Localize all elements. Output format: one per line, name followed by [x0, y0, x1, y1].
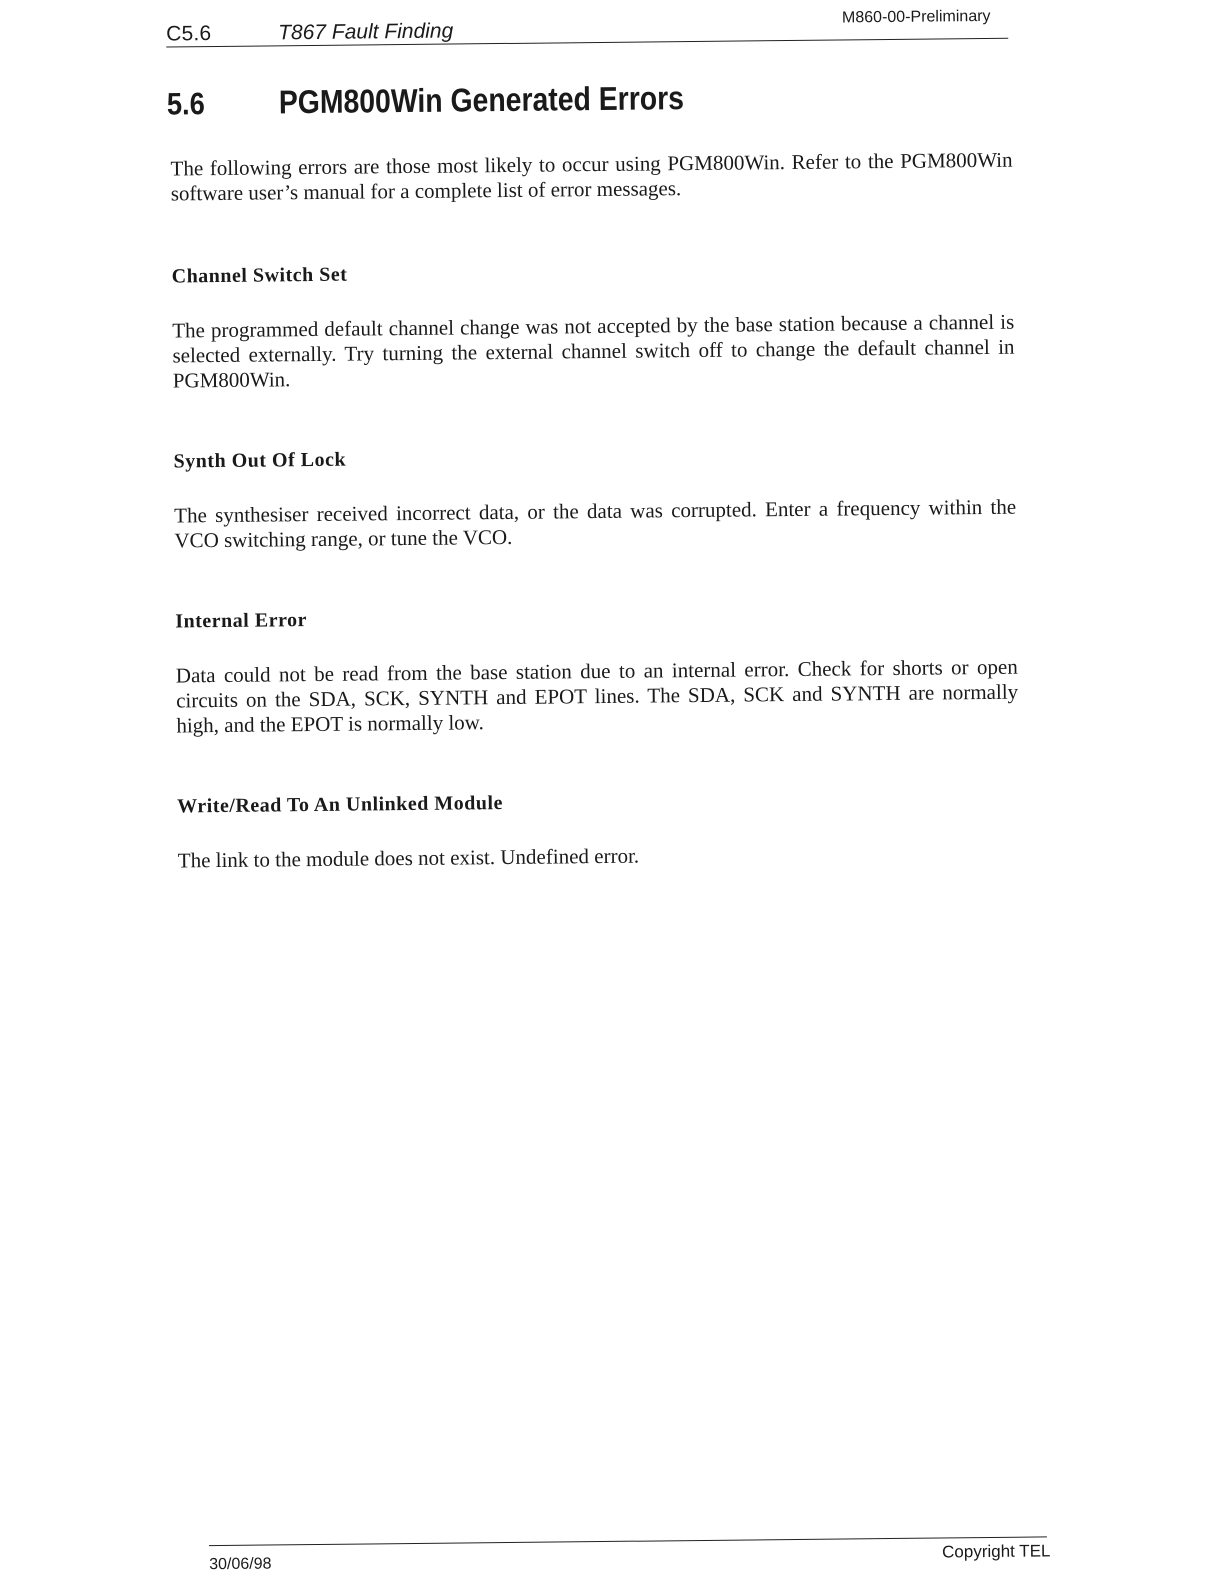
- error-description: The synthesiser received incorrect data, or the data was corrupted. Enter a frequency within the VCO switching range, or tune the VCO.: [174, 494, 1017, 553]
- document-code: M860-00-Preliminary: [841, 7, 991, 27]
- section-title: PGM800Win Generated Errors: [278, 79, 685, 121]
- intro-paragraph: The following errors are those most likely to occur using PGM800Win. Refer to the PGM800Win software user’s manual for a complete list of error messages.: [170, 147, 1013, 206]
- section-number: 5.6: [166, 86, 205, 122]
- error-entry: [175, 601, 1018, 739]
- chapter-title: T867 Fault Finding: [278, 19, 454, 45]
- error-entry: [173, 441, 1016, 554]
- footer-copyright: Copyright TEL: [941, 1541, 1051, 1562]
- document-body: [170, 148, 1019, 874]
- error-heading: Synth Out Of Lock: [173, 448, 347, 473]
- error-heading: Channel Switch Set: [171, 263, 348, 288]
- footer-rule: [209, 1536, 1047, 1546]
- error-description: Data could not be read from the base station due to an internal error. Check for shorts or open circuits on the SDA, SCK, SYNTH and EPOT lines. The SDA, SCK and SYNTH are normally high, and the EPOT is normally low.: [175, 654, 1019, 738]
- error-entry: [172, 256, 1015, 394]
- error-description: The link to the module does not exist. Undefined error.: [177, 843, 640, 873]
- error-entry: [177, 786, 1020, 874]
- error-heading: Internal Error: [175, 609, 308, 633]
- footer-date: 30/06/98: [209, 1555, 272, 1574]
- error-heading: Write/Read To An Unlinked Module: [177, 792, 504, 818]
- page-reference: C5.6: [166, 22, 212, 46]
- error-description: The programmed default channel change was not accepted by the base station because a channel is selected externally. Try turning the external channel switch off to change the default channel in PGM800Win.: [172, 309, 1015, 393]
